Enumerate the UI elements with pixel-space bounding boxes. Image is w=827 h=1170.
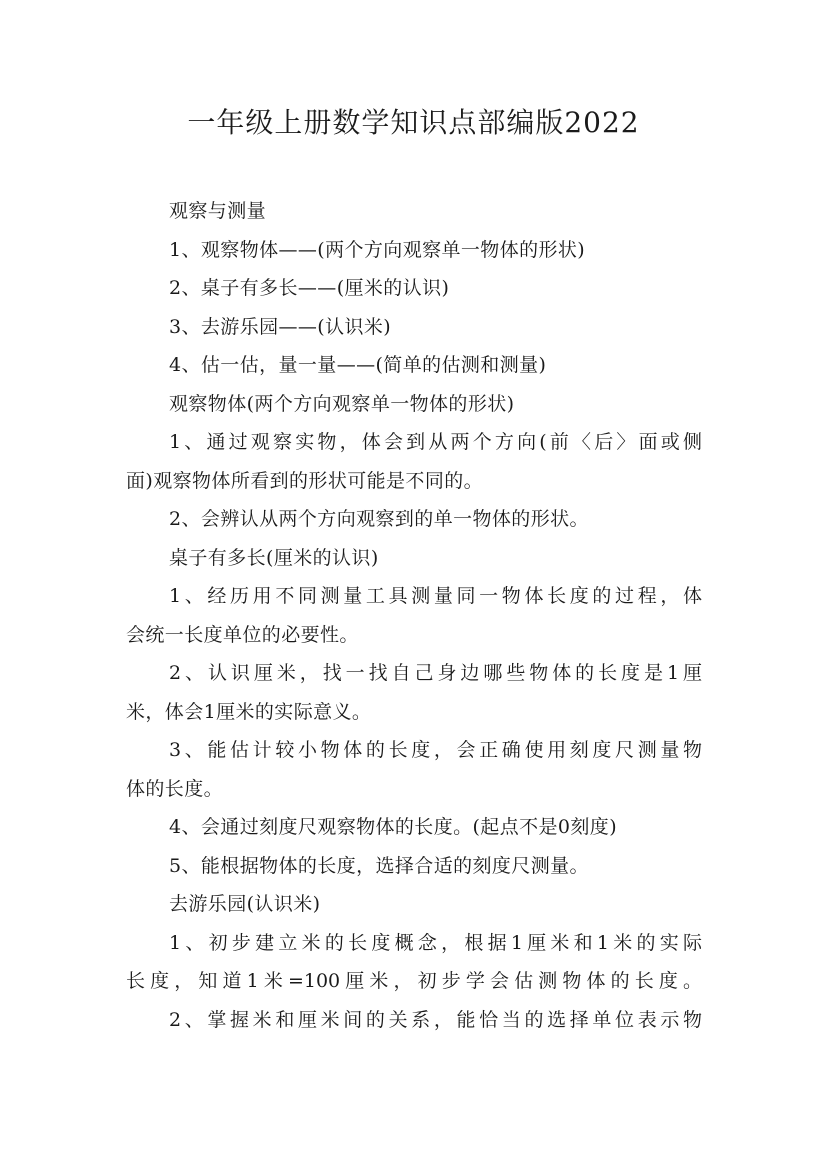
paragraph-line: 3、去游乐园——(认识米): [169, 315, 392, 338]
paragraph-line: 1、经历用不同测量工具测量同一物体长度的过程，体: [169, 585, 702, 607]
paragraph-line: 体的长度。: [126, 777, 224, 800]
paragraph-line: 会统一长度单位的必要性。: [126, 623, 359, 646]
paragraph-line: 2、认识厘米，找一找自己身边哪些物体的长度是1厘: [169, 662, 702, 684]
paragraph-line: 1、观察物体——(两个方向观察单一物体的形状): [169, 238, 586, 261]
paragraph-line: 5、能根据物体的长度，选择合适的刻度尺测量。: [169, 854, 589, 877]
document-title: 一年级上册数学知识点部编版2022: [187, 106, 640, 139]
paragraph-line: 2、会辨认从两个方向观察到的单一物体的形状。: [169, 508, 589, 530]
paragraph-line: 1、通过观察实物，体会到从两个方向(前〈后〉面或侧: [169, 431, 702, 453]
paragraph-line: 3、能估计较小物体的长度，会正确使用刻度尺测量物: [169, 739, 702, 761]
section-heading-observe-objects: 观察物体(两个方向观察单一物体的形状): [169, 392, 515, 415]
document-body: [126, 192, 702, 1039]
paragraph-line: 2、掌握米和厘米间的关系，能恰当的选择单位表示物: [169, 1008, 702, 1031]
paragraph-line: 米，体会1厘米的实际意义。: [126, 700, 372, 723]
paragraph-line: 长度，知道1米=100厘米，初步学会估测物体的长度。: [126, 970, 702, 992]
section-heading-table-length: 桌子有多长(厘米的认识): [169, 546, 379, 569]
paragraph-line: 4、估一估，量一量——(简单的估测和测量): [169, 354, 547, 376]
paragraph-line: 1、初步建立米的长度概念，根据1厘米和1米的实际: [169, 931, 702, 954]
paragraph-line: 4、会通过刻度尺观察物体的长度。(起点不是0刻度): [169, 816, 618, 838]
section-heading-observe-and-measure: 观察与测量: [169, 200, 267, 222]
paragraph-line: 面)观察物体所看到的形状可能是不同的。: [126, 469, 484, 492]
section-heading-amusement-park: 去游乐园(认识米): [169, 893, 321, 915]
paragraph-line: 2、桌子有多长——(厘米的认识): [169, 277, 450, 299]
